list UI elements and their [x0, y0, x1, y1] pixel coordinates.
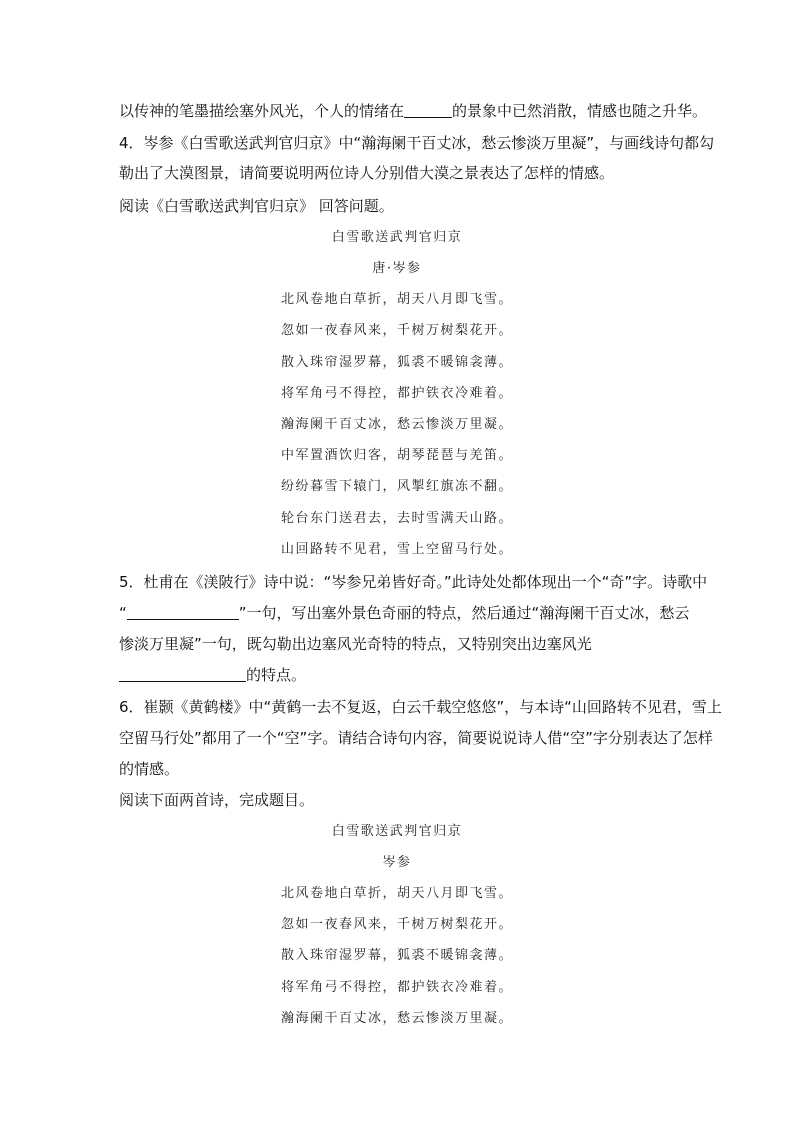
question-4-line-1: 4．岑参《白雪歌送武判官归京》中“瀚海阑干百丈冰，愁云惨淡万里凝”，与画线诗句都勾 [119, 134, 715, 152]
reading-instruction-2: 阅读下面两首诗，完成题目。 [119, 791, 315, 809]
question-6-line-2: 空留马行处”都用了一个“空”字。请结合诗句内容，简要说说诗人借“空”字分别表达了怎样 [119, 729, 713, 747]
poem-2-title: 白雪歌送武判官归京 [331, 824, 463, 839]
poem-1-line: 纷纷暮雪下辕门，风掣红旗冻不翻。 [280, 479, 513, 494]
poem-1-line: 北风卷地白草折，胡天八月即飞雪。 [280, 292, 513, 307]
fill-blank-2[interactable] [127, 605, 239, 620]
intro-text-before: 以传神的笔墨描绘塞外风光，个人的情绪在 [119, 102, 405, 120]
poem-2-line: 北风卷地白草折，胡天八月即飞雪。 [280, 886, 513, 901]
question-6-line-1: 6．崔颢《黄鹤楼》中“黄鹤一去不复返，白云千载空悠悠”，与本诗“山回路转不见君，雪上 [119, 698, 722, 716]
poem-2-line: 将军角弓不得控，都护铁衣冷难着。 [280, 980, 513, 995]
question-5-line-4-text: 的特点。 [246, 666, 307, 684]
poem-1-line: 轮台东门送君去，去时雪满天山路。 [280, 511, 513, 526]
question-5-line-4 [119, 665, 679, 685]
question-5-line-2 [119, 603, 690, 623]
question-5-line-2-text: ”一句，写出塞外景色奇丽的特点，然后通过“瀚海阑干百丈冰，愁云 [238, 604, 690, 622]
poem-1-line: 瀚海阑干百丈冰，愁云惨淡万里凝。 [280, 417, 513, 432]
poem-1-line: 散入珠帘湿罗幕，狐裘不暖锦衾薄。 [280, 355, 513, 370]
intro-text [119, 101, 708, 121]
poem-1-line: 忽如一夜春风来，千树万树梨花开。 [280, 323, 513, 338]
intro-text-after: 的景象中已然消散，情感也随之升华。 [452, 102, 708, 120]
poem-1-author: 唐·岑参 [372, 261, 422, 276]
fill-blank-1[interactable] [404, 103, 452, 118]
question-4-line-2: 勒出了大漠图景，请简要说明两位诗人分别借大漠之景表达了怎样的情感。 [119, 164, 615, 182]
poem-1-line: 将军角弓不得控，都护铁衣冷难着。 [280, 386, 513, 401]
poem-2-author: 岑参 [382, 855, 412, 870]
fill-blank-3[interactable] [119, 667, 246, 682]
poem-2-line: 瀚海阑干百丈冰，愁云惨淡万里凝。 [280, 1011, 513, 1026]
question-5-open-quote: “ [119, 604, 127, 622]
reading-instruction-1: 阅读《白雪歌送武判官归京》 回答问题。 [119, 197, 394, 215]
poem-1-title: 白雪歌送武判官归京 [331, 230, 463, 245]
question-6-line-3: 的情感。 [119, 760, 180, 778]
poem-2-line: 忽如一夜春风来，千树万树梨花开。 [280, 917, 513, 932]
question-5-line-1: 5．杜甫在《渼陂行》诗中说：“岑参兄弟皆好奇。”此诗处处都体现出一个“奇”字。诗歌中 [119, 573, 708, 591]
question-5-line-3: 惨淡万里凝”一句，既勾勒出边塞风光奇特的特点，又特别突出边塞风光 [119, 635, 592, 653]
poem-2-line: 散入珠帘湿罗幕，狐裘不暖锦衾薄。 [280, 948, 513, 963]
poem-1-line: 山回路转不见君，雪上空留马行处。 [280, 542, 513, 557]
poem-1-line: 中军置酒饮归客，胡琴琵琶与羌笛。 [280, 448, 513, 463]
